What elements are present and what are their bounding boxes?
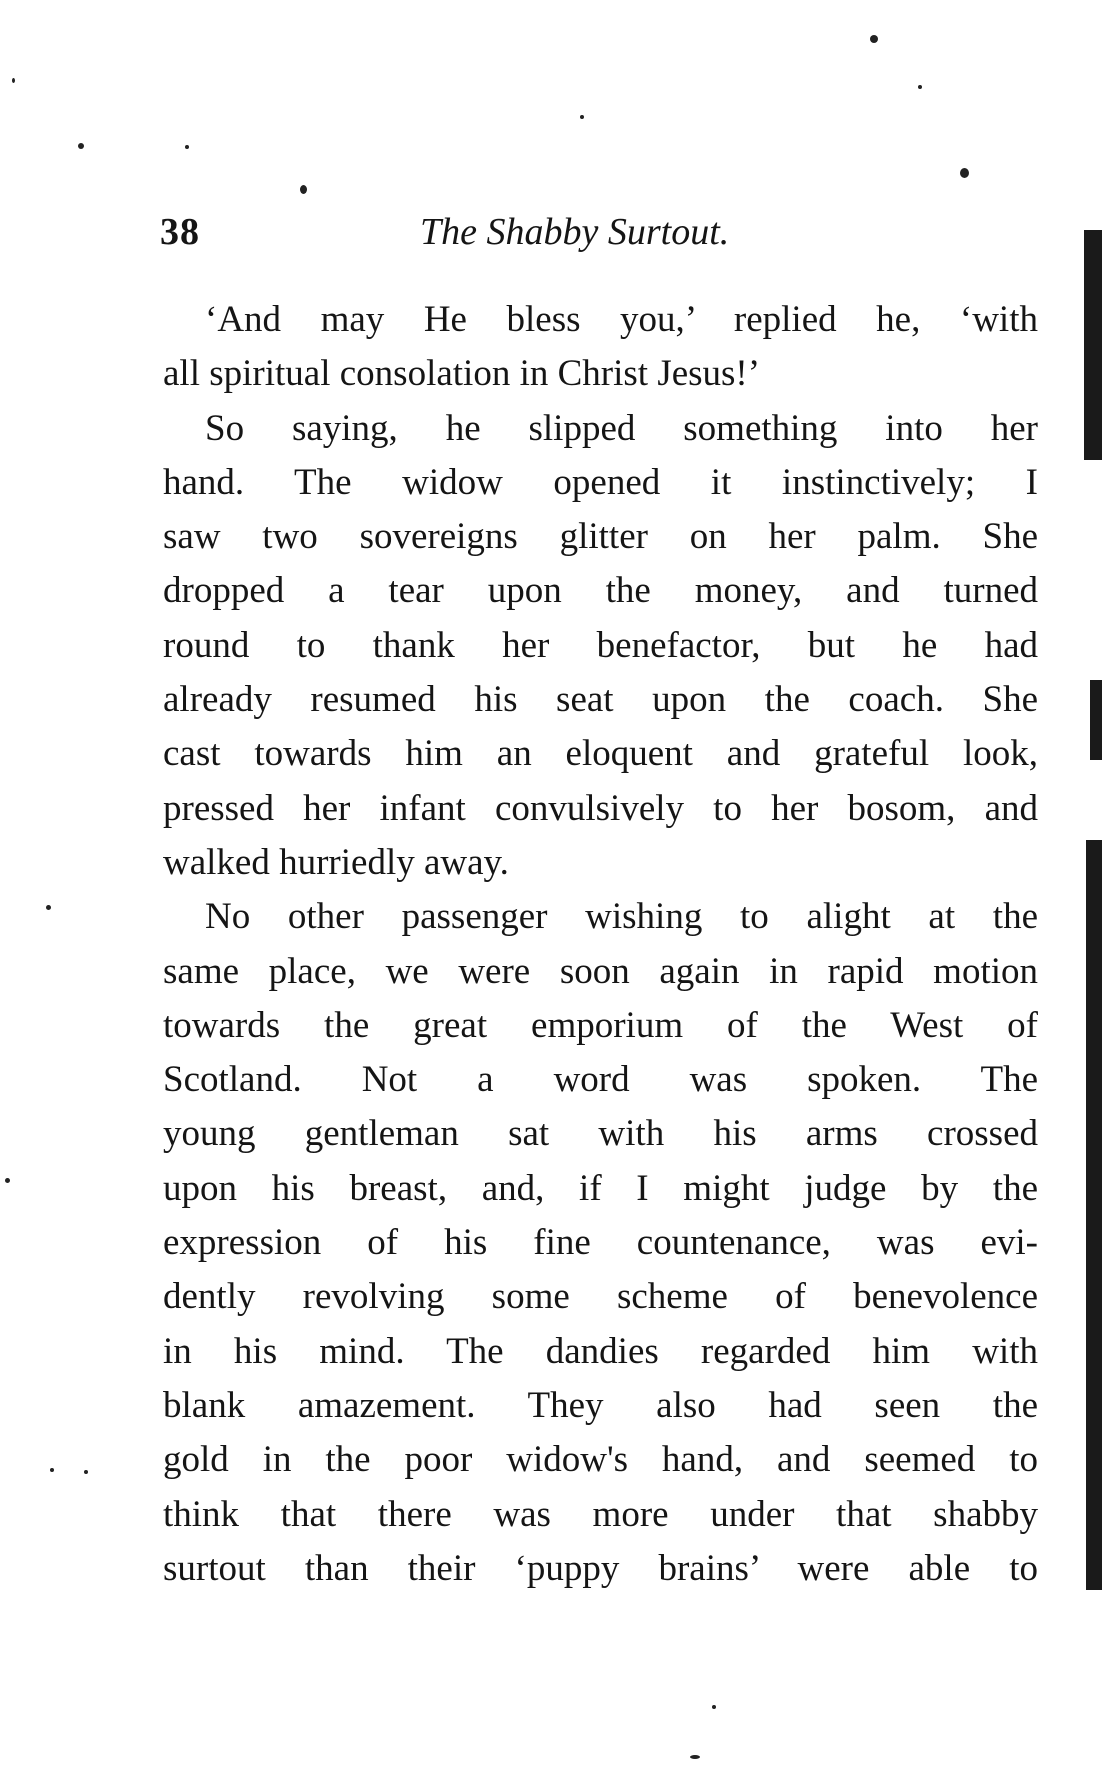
text-line: blank amazement. They also had seen the bbox=[163, 1384, 1038, 1426]
text-line: all spiritual consolation in Christ Jesus!’ bbox=[163, 353, 761, 395]
page-number: 38 bbox=[160, 211, 200, 253]
scan-speck bbox=[185, 145, 189, 149]
text-line: upon his breast, and, if I might judge by the bbox=[163, 1167, 1038, 1209]
scan-speck bbox=[300, 185, 307, 194]
text-line: dently revolving some scheme of benevolence bbox=[163, 1276, 1038, 1318]
paragraph-1 bbox=[163, 293, 1038, 402]
scan-speck bbox=[12, 78, 15, 83]
scan-speck bbox=[84, 1470, 88, 1474]
text-line: young gentleman sat with his arms crossed bbox=[163, 1113, 1038, 1155]
text-line: walked hurriedly away. bbox=[163, 841, 509, 883]
text-line: Scotland. Not a word was spoken. The bbox=[163, 1059, 1038, 1101]
text-line: ‘And may He bless you,’ replied he, ‘with bbox=[205, 299, 1038, 340]
text-line: surtout than their ‘puppy brains’ were able to bbox=[163, 1547, 1038, 1589]
scan-speck bbox=[712, 1705, 716, 1709]
paragraph-3 bbox=[163, 890, 1038, 1596]
scan-speck bbox=[918, 85, 922, 89]
gutter-shadow-segment bbox=[1086, 840, 1102, 1590]
text-line: So saying, he slipped something into her bbox=[205, 407, 1038, 449]
scan-speck bbox=[5, 1178, 10, 1183]
text-line: saw two sovereigns glitter on her palm. She bbox=[163, 516, 1038, 558]
scan-speck bbox=[870, 35, 878, 43]
paragraph-2 bbox=[163, 402, 1038, 891]
text-line: hand. The widow opened it instinctively; I bbox=[163, 461, 1038, 503]
gutter-shadow-segment bbox=[1090, 680, 1102, 760]
text-line: round to thank her benefactor, but he had bbox=[163, 624, 1038, 666]
text-line: already resumed his seat upon the coach. She bbox=[163, 679, 1038, 721]
scan-speck bbox=[50, 1468, 54, 1472]
text-line: gold in the poor widow's hand, and seemed to bbox=[163, 1439, 1038, 1481]
running-title: The Shabby Surtout. bbox=[420, 211, 730, 253]
text-line: dropped a tear upon the money, and turned bbox=[163, 570, 1038, 612]
page-header bbox=[160, 210, 1040, 270]
text-line: pressed her infant convulsively to her bosom, and bbox=[163, 787, 1038, 829]
text-line: No other passenger wishing to alight at the bbox=[205, 896, 1038, 938]
scan-speck bbox=[960, 168, 969, 178]
scan-speck bbox=[690, 1755, 700, 1759]
text-line: towards the great emporium of the West of bbox=[163, 1004, 1038, 1046]
gutter-shadow bbox=[1080, 220, 1102, 1590]
text-line: same place, we were soon again in rapid motion bbox=[163, 950, 1038, 992]
body-text bbox=[163, 293, 1038, 1596]
text-line: expression of his fine countenance, was evi- bbox=[163, 1222, 1038, 1264]
text-line: cast towards him an eloquent and grateful look, bbox=[163, 733, 1038, 775]
scan-speck bbox=[46, 905, 51, 910]
text-line: think that there was more under that shabby bbox=[163, 1493, 1038, 1535]
scan-speck bbox=[78, 143, 84, 149]
scan-speck bbox=[580, 115, 584, 119]
text-line: in his mind. The dandies regarded him with bbox=[163, 1330, 1038, 1372]
gutter-shadow-segment bbox=[1084, 230, 1102, 460]
